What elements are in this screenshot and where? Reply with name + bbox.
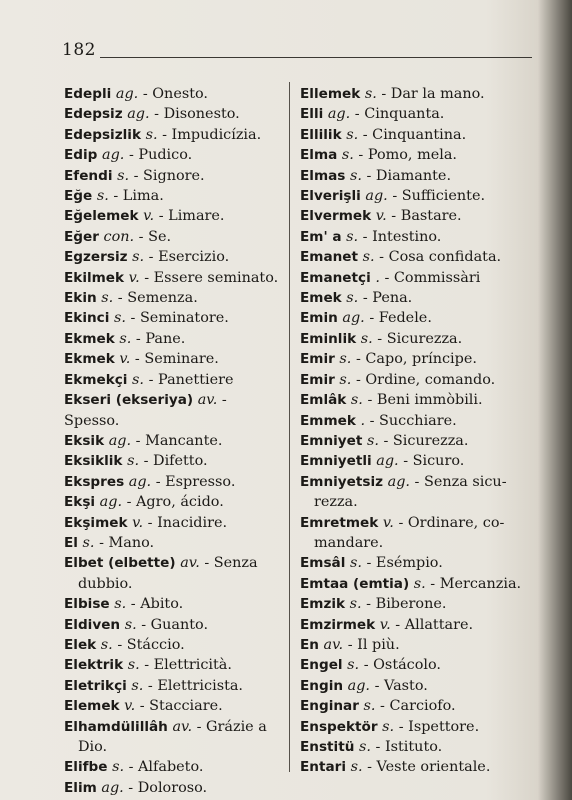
definition: - Cinquantina.: [358, 126, 467, 143]
dictionary-entry: [64, 145, 286, 165]
headword: Ekilmek: [64, 269, 125, 286]
part-of-speech: ag.: [376, 453, 399, 470]
dictionary-entry: [300, 349, 522, 369]
headword: Elvermek: [300, 208, 372, 225]
definition: - Espresso.: [151, 473, 236, 490]
dictionary-entry: [64, 431, 286, 451]
column-divider: [289, 82, 290, 772]
definition: - Esercizio.: [144, 249, 230, 266]
definition: - Grázie a: [192, 718, 267, 735]
headword: Engin: [300, 677, 344, 694]
part-of-speech: ag.: [365, 188, 388, 205]
definition: - Cosa confidata.: [374, 249, 502, 266]
dictionary-entry: [64, 717, 286, 758]
dictionary-entry: [300, 574, 522, 594]
dictionary-entry: [300, 553, 522, 573]
headword: Emniyetsiz: [300, 473, 384, 490]
dictionary-entry: [300, 247, 522, 267]
headword: Elhamdülillâh: [64, 718, 168, 735]
dictionary-entry: [64, 778, 286, 798]
dictionary-entry: [64, 533, 286, 553]
headword: Elek: [64, 636, 97, 653]
part-of-speech: s.: [363, 698, 376, 715]
headword: Emin: [300, 310, 338, 327]
right-column: [300, 84, 522, 778]
definition: - Vasto.: [370, 677, 428, 694]
dictionary-entry: [300, 370, 522, 390]
part-of-speech: s.: [132, 249, 145, 266]
dictionary-entry: [300, 757, 522, 777]
part-of-speech: s.: [100, 636, 113, 653]
part-of-speech: v.: [124, 698, 136, 715]
part-of-speech: ag.: [101, 779, 124, 796]
headword: Eminlik: [300, 330, 357, 347]
part-of-speech: s.: [112, 759, 125, 776]
part-of-speech: v.: [132, 514, 144, 531]
dictionary-entry: [64, 247, 286, 267]
part-of-speech: ag.: [102, 147, 125, 164]
headword: Elbise: [64, 596, 110, 613]
part-of-speech: s.: [339, 371, 352, 388]
headword: En: [300, 636, 319, 653]
headword: Ekmek: [64, 351, 115, 368]
dictionary-entry: [300, 227, 522, 247]
definition-continuation: dubbio.: [78, 575, 133, 592]
part-of-speech: s.: [96, 188, 109, 205]
definition: - Senza sicu-: [409, 473, 507, 490]
part-of-speech: s.: [346, 228, 359, 245]
dictionary-entry: [300, 206, 522, 226]
definition: - Elettricità.: [139, 657, 232, 674]
part-of-speech: v.: [119, 351, 131, 368]
headword: Emzirmek: [300, 616, 376, 633]
headword: Engel: [300, 657, 343, 674]
part-of-speech: s.: [124, 616, 137, 633]
headword: Egzersiz: [64, 249, 128, 266]
dictionary-entry: [300, 308, 522, 328]
headword: Eksik: [64, 432, 105, 449]
part-of-speech: .: [360, 412, 366, 429]
headword: Emtaa (emtia): [300, 575, 410, 592]
part-of-speech: s.: [145, 126, 158, 143]
dictionary-entry: [64, 390, 286, 431]
definition: - Ordine, comando.: [351, 371, 496, 388]
dictionary-entry: [64, 472, 286, 492]
headword: Eğe: [64, 188, 93, 205]
dictionary-entry: [64, 696, 286, 716]
part-of-speech: s.: [82, 534, 95, 551]
part-of-speech: v.: [379, 616, 391, 633]
definition: - Cinquanta.: [350, 106, 445, 123]
definition: - Succhiare.: [365, 412, 457, 429]
headword: Emanet: [300, 249, 359, 266]
part-of-speech: s.: [339, 351, 352, 368]
headword: Elverişli: [300, 188, 361, 205]
definition: - Mano.: [94, 534, 155, 551]
dictionary-entry: [64, 84, 286, 104]
dictionary-entry: [300, 411, 522, 431]
dictionary-entry: [300, 676, 522, 696]
definition: - Panettiere: [144, 371, 234, 388]
dictionary-entry: [64, 676, 286, 696]
part-of-speech: s.: [382, 718, 395, 735]
headword: Edip: [64, 147, 98, 164]
definition: - Pomo, mela.: [353, 147, 457, 164]
definition: - Mancante.: [131, 432, 223, 449]
dictionary-entry: [300, 145, 522, 165]
dictionary-entry: [64, 104, 286, 124]
dictionary-entry: [64, 492, 286, 512]
part-of-speech: s.: [117, 167, 130, 184]
definition: - Beni immòbili.: [362, 392, 483, 409]
dictionary-entry: [300, 737, 522, 757]
headword: Emlâk: [300, 392, 347, 409]
definition: - Difetto.: [139, 453, 208, 470]
part-of-speech: ag.: [327, 106, 351, 123]
part-of-speech: s.: [127, 453, 140, 470]
part-of-speech: av.: [180, 555, 200, 572]
dictionary-entry: [64, 553, 286, 594]
headword: Elli: [300, 106, 324, 123]
definition: - Sicurezza.: [378, 432, 469, 449]
part-of-speech: s.: [119, 330, 132, 347]
part-of-speech: s.: [362, 249, 375, 266]
headword: Emek: [300, 290, 342, 307]
part-of-speech: s.: [350, 759, 363, 776]
part-of-speech: s.: [132, 371, 145, 388]
dictionary-entry: [300, 717, 522, 737]
part-of-speech: s.: [113, 310, 126, 327]
definition: - Biberone.: [361, 596, 447, 613]
part-of-speech: .: [375, 269, 380, 286]
dictionary-entry: [300, 186, 522, 206]
headword: Enspektör: [300, 718, 378, 735]
definition: - Mercanzia.: [425, 575, 522, 592]
definition: - Disonesto.: [149, 106, 240, 123]
part-of-speech: s.: [346, 290, 359, 307]
dictionary-entry: [300, 166, 522, 186]
headword: Elektrik: [64, 657, 124, 674]
dictionary-entry: [300, 268, 522, 288]
dictionary-entry: [300, 696, 522, 716]
headword: Emzik: [300, 596, 346, 613]
definition: - Signore.: [129, 167, 205, 184]
headword: Elemek: [64, 698, 120, 715]
headword: Emmek: [300, 412, 356, 429]
dictionary-entry: [64, 268, 286, 288]
part-of-speech: ag.: [127, 106, 150, 123]
dictionary-entry: [64, 166, 286, 186]
dictionary-entry: [64, 329, 286, 349]
left-column: [64, 84, 286, 798]
part-of-speech: av.: [172, 718, 193, 735]
headword: Ekmek: [64, 330, 115, 347]
headword: Ekspres: [64, 473, 125, 490]
definition: - Allattare.: [390, 616, 474, 633]
part-of-speech: v.: [382, 514, 394, 531]
part-of-speech: s.: [131, 677, 144, 694]
header-rule: [100, 57, 532, 58]
headword: Elifbe: [64, 759, 108, 776]
dictionary-entry: [300, 288, 522, 308]
part-of-speech: av.: [323, 636, 344, 653]
definition: - Elettricista.: [143, 677, 244, 694]
headword: Ekseri (ekseriya): [64, 392, 194, 409]
dictionary-entry: [300, 655, 522, 675]
headword: Elmas: [300, 167, 346, 184]
part-of-speech: v.: [128, 269, 140, 286]
headword: Emir: [300, 371, 335, 388]
definition: - Il più.: [343, 636, 400, 653]
definition: - Fedele.: [364, 310, 432, 327]
dictionary-entry: [300, 513, 522, 554]
definition: - Sufficiente.: [387, 188, 486, 205]
definition: - Abito.: [126, 596, 184, 613]
dictionary-entry: [300, 125, 522, 145]
definition: - Veste orientale.: [362, 759, 491, 776]
headword: Edepli: [64, 86, 112, 102]
headword: Ekşi: [64, 494, 96, 511]
headword: Emir: [300, 351, 335, 368]
definition: - Essere seminato.: [139, 269, 279, 286]
dictionary-entry: [300, 472, 522, 513]
headword: Enstitü: [300, 739, 355, 755]
dictionary-entry: [300, 615, 522, 635]
dictionary-entry: [64, 370, 286, 390]
headword: Elma: [300, 147, 338, 164]
definition: - Impudicízia.: [157, 126, 262, 143]
dictionary-entry: [64, 227, 286, 247]
page-number: 182: [62, 40, 96, 60]
dictionary-entry: [300, 451, 522, 471]
part-of-speech: s.: [346, 126, 359, 143]
dictionary-entry: [64, 288, 286, 308]
headword: Edepsizlik: [64, 126, 141, 143]
definition: - Alfabeto.: [124, 759, 204, 776]
part-of-speech: s.: [366, 432, 379, 449]
definition: - Sicuro.: [398, 453, 465, 470]
part-of-speech: av.: [197, 392, 218, 409]
definition: - Seminare.: [130, 351, 219, 368]
part-of-speech: ag.: [128, 473, 152, 490]
definition: - Bastare.: [386, 208, 462, 225]
definition: - Ostácolo.: [359, 657, 441, 674]
dictionary-entry: [64, 125, 286, 145]
headword: Eletrikçi: [64, 677, 127, 694]
definition: - Semenza.: [113, 290, 198, 307]
part-of-speech: s.: [349, 596, 362, 613]
dictionary-entry: [64, 186, 286, 206]
headword: Emretmek: [300, 514, 379, 531]
dictionary-entry: [64, 349, 286, 369]
definition: - Stacciare.: [135, 698, 223, 715]
dictionary-entry: [64, 615, 286, 635]
part-of-speech: ag.: [342, 310, 365, 327]
headword: Ellemek: [300, 86, 361, 102]
definition: - Se.: [134, 228, 172, 245]
part-of-speech: s.: [349, 167, 362, 184]
dictionary-entry: [64, 451, 286, 471]
dictionary-entry: [300, 329, 522, 349]
part-of-speech: ag.: [115, 86, 139, 102]
definition: - Guanto.: [136, 616, 209, 633]
headword: Eğer: [64, 228, 99, 245]
part-of-speech: s.: [101, 290, 114, 307]
definition-continuation: mandare.: [314, 534, 384, 551]
headword: Emsâl: [300, 555, 346, 572]
definition: - Capo, príncipe.: [351, 351, 477, 368]
headword: Edepsiz: [64, 106, 123, 123]
part-of-speech: s.: [360, 330, 373, 347]
headword: Eldiven: [64, 616, 121, 633]
part-of-speech: con.: [103, 228, 135, 245]
definition: - Dar la mano.: [376, 86, 485, 102]
definition: - Lima.: [108, 188, 164, 205]
headword: Ekmekçi: [64, 371, 128, 388]
definition: - Agro, ácido.: [122, 494, 224, 511]
part-of-speech: s.: [347, 657, 360, 674]
part-of-speech: ag.: [108, 432, 132, 449]
definition: - Spesso.: [64, 392, 227, 429]
dictionary-entry: [300, 635, 522, 655]
definition: - Ispettore.: [394, 718, 480, 735]
definition: - Pudico.: [124, 147, 193, 164]
definition: - Limare.: [154, 208, 225, 225]
dictionary-entry: [64, 655, 286, 675]
dictionary-entry: [64, 594, 286, 614]
definition: - Inacidire.: [143, 514, 228, 531]
headword: Elbet (elbette): [64, 555, 176, 572]
definition: - Doloroso.: [123, 779, 208, 796]
definition: - Diamante.: [361, 167, 452, 184]
headword: Efendi: [64, 167, 113, 184]
definition-continuation: rezza.: [314, 494, 358, 511]
definition: - Carciofo.: [375, 698, 456, 715]
definition-continuation: Dio.: [78, 739, 108, 755]
headword: Entari: [300, 759, 346, 776]
headword: Ekşimek: [64, 514, 128, 531]
dictionary-entry: [300, 84, 522, 104]
headword: Ekin: [64, 290, 97, 307]
part-of-speech: s.: [114, 596, 127, 613]
part-of-speech: ag.: [347, 677, 370, 694]
definition: - Seminatore.: [125, 310, 229, 327]
part-of-speech: s.: [127, 657, 140, 674]
headword: El: [64, 534, 78, 551]
definition: - Pane.: [131, 330, 186, 347]
definition: - Commissàri: [379, 269, 481, 286]
headword: Ellilik: [300, 126, 342, 143]
definition: - Istituto.: [370, 739, 443, 755]
dictionary-entry: [300, 594, 522, 614]
part-of-speech: s.: [358, 739, 371, 755]
dictionary-entry: [300, 104, 522, 124]
dictionary-entry: [64, 206, 286, 226]
headword: Emanetçi: [300, 269, 371, 286]
dictionary-entry: [64, 757, 286, 777]
headword: Ekinci: [64, 310, 110, 327]
headword: Eğelemek: [64, 208, 139, 225]
dictionary-entry: [64, 308, 286, 328]
part-of-speech: s.: [349, 555, 362, 572]
dictionary-entry: [300, 431, 522, 451]
headword: Emniyetli: [300, 453, 372, 470]
part-of-speech: v.: [375, 208, 387, 225]
definition: - Esémpio.: [361, 555, 443, 572]
definition: - Ordinare, co-: [393, 514, 505, 531]
part-of-speech: v.: [143, 208, 155, 225]
headword: Em' a: [300, 228, 342, 245]
part-of-speech: ag.: [99, 494, 123, 511]
headword: Enginar: [300, 698, 359, 715]
definition: - Intestino.: [358, 228, 442, 245]
definition: - Onesto.: [138, 86, 208, 102]
part-of-speech: s.: [341, 147, 354, 164]
page-header: [62, 40, 532, 64]
dictionary-entry: [64, 513, 286, 533]
definition: - Senza: [199, 555, 258, 572]
headword: Emniyet: [300, 432, 363, 449]
part-of-speech: s.: [364, 86, 377, 102]
definition: - Sicurezza.: [372, 330, 463, 347]
part-of-speech: ag.: [387, 473, 410, 490]
headword: Eksiklik: [64, 453, 123, 470]
part-of-speech: s.: [350, 392, 363, 409]
headword: Elim: [64, 779, 97, 796]
definition: - Pena.: [358, 290, 413, 307]
dictionary-entry: [64, 635, 286, 655]
part-of-speech: s.: [413, 575, 426, 592]
dictionary-entry: [300, 390, 522, 410]
definition: - Stáccio.: [112, 636, 185, 653]
